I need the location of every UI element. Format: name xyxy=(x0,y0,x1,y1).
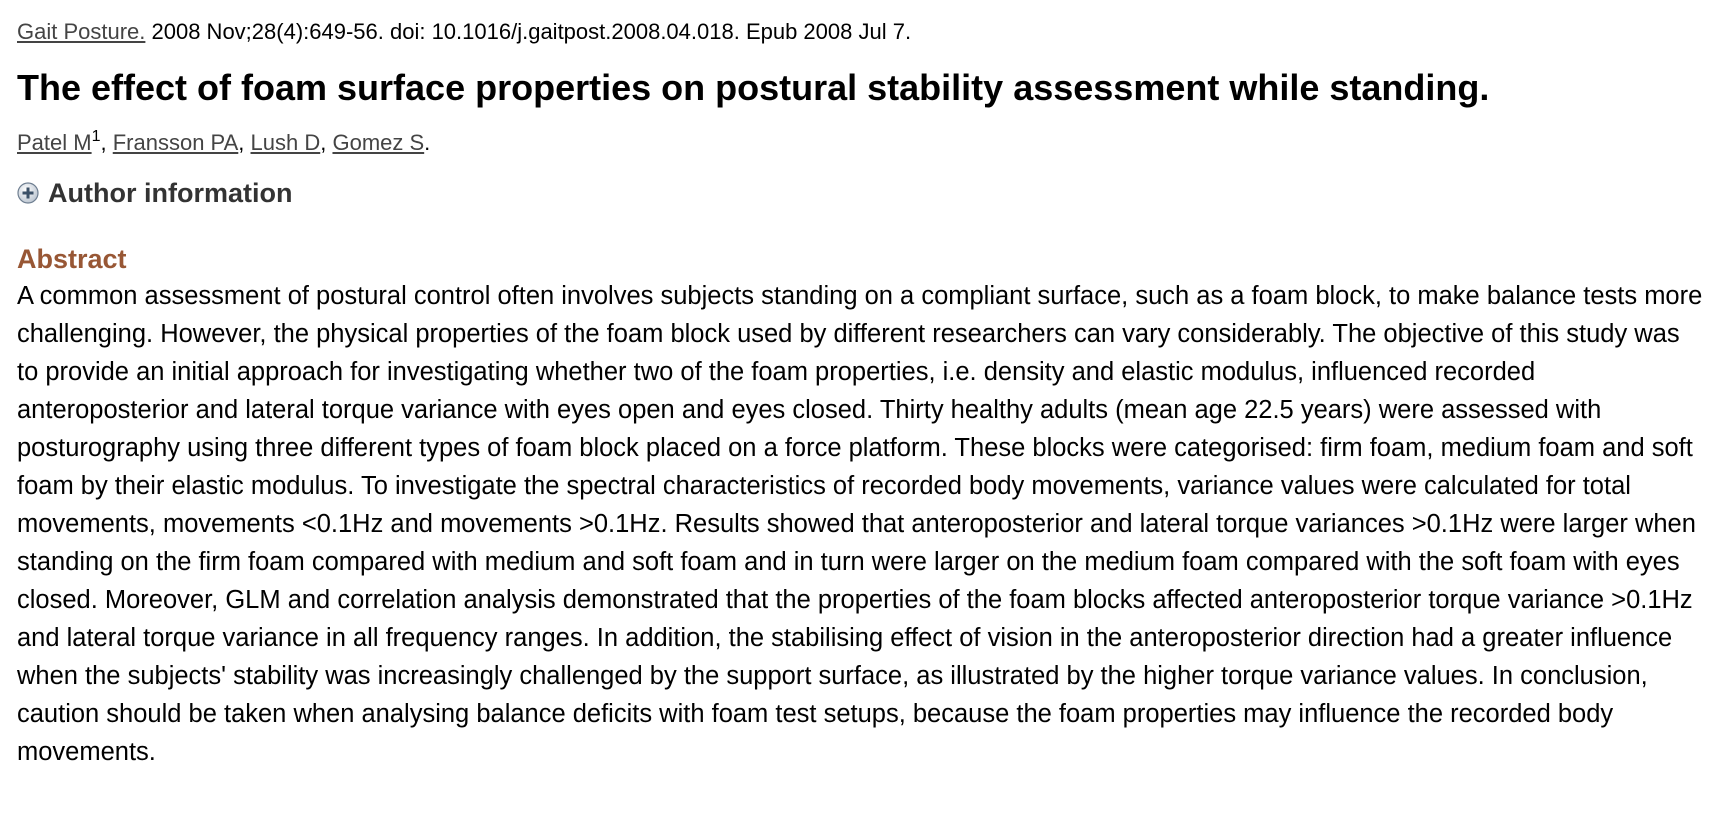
abstract-line: body movements. xyxy=(17,700,1614,766)
abstract-line: A common assessment of postural control often involves subjects standing on a compliant surface, such as a foam block, to make xyxy=(17,282,1480,310)
expand-plus-icon[interactable] xyxy=(17,182,39,204)
author-link-fransson[interactable]: Fransson PA xyxy=(112,130,239,155)
abstract-heading: Abstract xyxy=(17,244,127,274)
citation-line xyxy=(17,19,911,45)
author-information-label[interactable]: Author information xyxy=(48,178,293,208)
author-information-toggle[interactable] xyxy=(17,177,292,209)
abstract-line: The objective of this study was to provide an initial approach for investigating whether two of the foam properties, i.e. density and elastic xyxy=(17,320,1680,386)
abstract-line: caution should be taken when analysing balance deficits with foam test setups, because the foam properties may influence the recorded xyxy=(17,700,1551,728)
abstract-line: in all frequency ranges. In addition, the stabilising effect of vision in the anteroposterior direction had a greater influence when the xyxy=(17,624,1673,690)
abstract-line: that anteroposterior and lateral torque variances >0.1Hz were larger when standing on the firm foam compared with medium and soft xyxy=(17,510,1696,576)
abstract-line: body movements, variance values were calculated for total movements, movements <0.1Hz and movements >0.1Hz. Results showed xyxy=(17,472,1631,538)
author-list xyxy=(17,129,430,157)
abstract-line: were categorised: firm foam, medium foam and soft foam by their elastic modulus. To investigate the spectral characteristics of recorded xyxy=(17,434,1693,500)
abstract-line: modulus, influenced recorded anteroposterior and lateral torque variance with eyes open and eyes closed. Thirty healthy adults (mean xyxy=(17,358,1536,424)
journal-link[interactable]: Gait Posture. xyxy=(17,19,146,44)
abstract-line: foam and in turn were larger on the medium foam compared with the soft foam with eyes closed. Moreover, GLM and correlation xyxy=(17,548,1680,614)
abstract-line: subjects' stability was increasingly challenged by the support surface, as illustrated by the higher torque variance values. In conclusion, xyxy=(127,662,1648,690)
author-link-patel[interactable]: Patel M xyxy=(17,130,92,155)
author-link-gomez[interactable]: Gomez S xyxy=(332,130,425,155)
citation-details: 2008 Nov;28(4):649-56. doi: 10.1016/j.gaitpost.2008.04.018. Epub 2008 Jul 7. xyxy=(145,19,912,44)
abstract-line: analysis demonstrated that the properties of the foam blocks affected anteroposterior torque variance >0.1Hz and lateral torque variance xyxy=(17,586,1693,652)
affiliation-superscript: 1 xyxy=(91,128,101,145)
author-separator: , xyxy=(320,130,333,155)
article-title: The effect of foam surface properties on postural stability assessment while standing. xyxy=(17,67,1490,108)
author-separator: . xyxy=(424,130,431,155)
abstract-line: age 22.5 years) were assessed with posturography using three different types of foam block placed on a force platform. These blocks xyxy=(17,396,1602,462)
abstract-line: balance tests more challenging. However, the physical properties of the foam block used by different researchers can vary considerably. xyxy=(17,282,1703,348)
abstract-text xyxy=(17,277,1707,771)
author-separator: , xyxy=(238,130,251,155)
author-link-lush[interactable]: Lush D xyxy=(250,130,321,155)
author-separator: , xyxy=(100,130,113,155)
